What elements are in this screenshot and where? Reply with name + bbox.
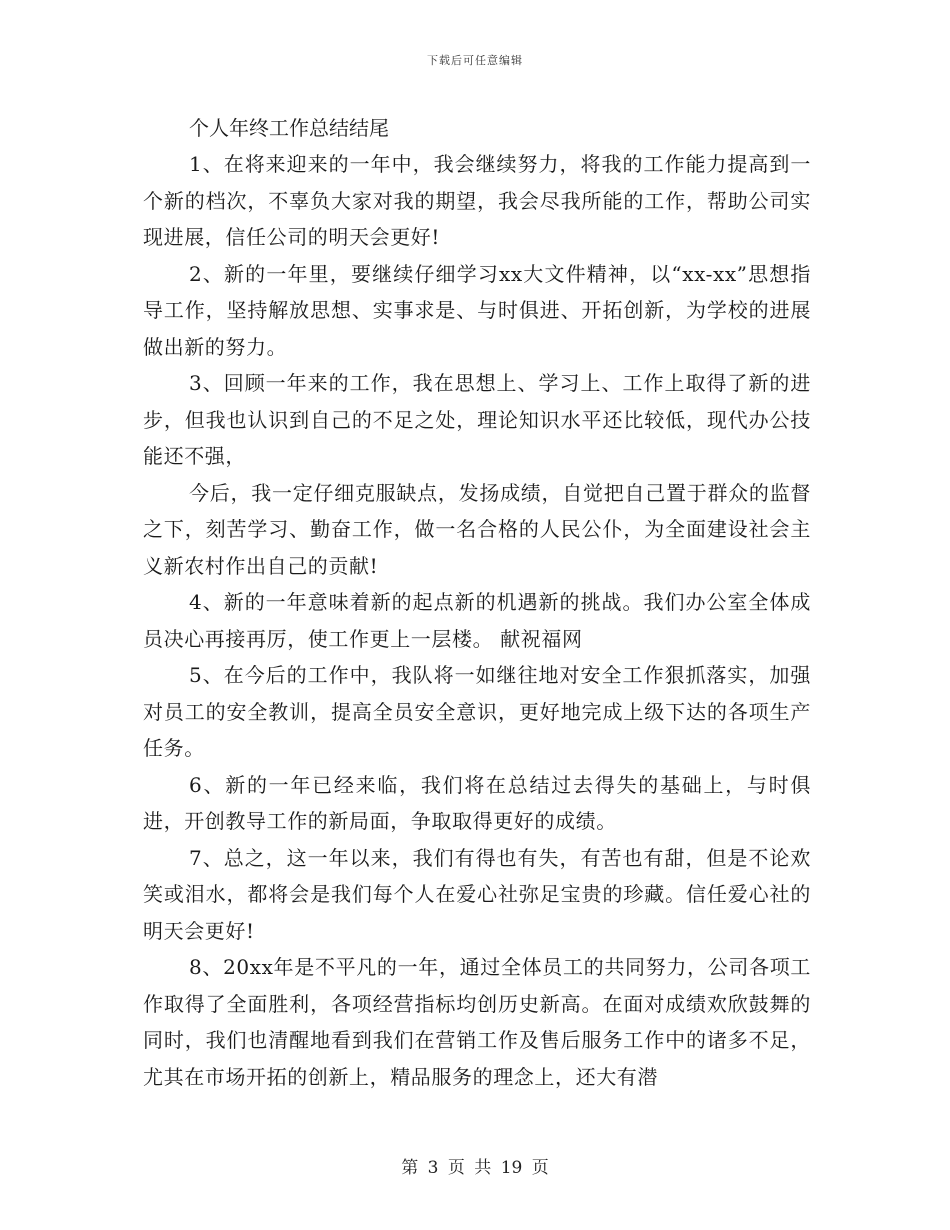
paragraph-4: 4、新的一年意味着新的起点新的机遇新的挑战。我们办公室全体成员决心再接再厉，使工作更上一层楼。 献祝福网: [143, 590, 811, 651]
paragraph-3: 3、回顾一年来的工作，我在思想上、学习上、工作上取得了新的进步，但我也认识到自己的不足之处，理论知识水平还比较低，现代办公技能还不强，: [143, 371, 811, 468]
paragraph-6: 6、新的一年已经来临，我们将在总结过去得失的基础上，与时俱进，开创教导工作的新局面，争取取得更好的成绩。: [143, 772, 811, 833]
paragraph-8: 8、20xx年是不平凡的一年，通过全体员工的共同努力，公司各项工作取得了全面胜利，各项经营指标均创历史新高。在面对成绩欢欣鼓舞的同时，我们也清醒地看到我们在营销工作及售后服务工作中的诸多不足，尤其在市场开拓的创新上，精品服务的理念上，还大有潜: [143, 955, 811, 1089]
paragraph-2: 2、新的一年里，要继续仔细学习xx大文件精神，以“xx-xx”思想指导工作，坚持解放思想、实事求是、与时俱进、开拓创新，为学校的进展做出新的努力。: [143, 261, 811, 359]
paragraph-1: 1、在将来迎来的一年中，我会继续努力，将我的工作能力提高到一个新的档次，不辜负大家对我的期望，我会尽我所能的工作，帮助公司实现进展，信任公司的明天会更好!: [143, 152, 811, 249]
paragraph-7: 7、总之，这一年以来，我们有得也有失，有苦也有甜，但是不论欢笑或泪水，都将会是我们每个人在爱心社弥足宝贵的珍藏。信任爱心社的明天会更好!: [143, 845, 811, 943]
paragraph-5: 5、在今后的工作中，我队将一如继往地对安全工作狠抓落实，加强对员工的安全教训，提高全员安全意识，更好地完成上级下达的各项生产任务。: [143, 663, 811, 760]
paragraph-3-continued: 今后，我一定仔细克服缺点，发扬成绩，自觉把自己置于群众的监督之下，刻苦学习、勤奋工作，做一名合格的人民公仆，为全面建设社会主义新农村作出自己的贡献!: [143, 480, 811, 578]
page-number-footer: 第 3 页 共 19 页: [401, 1158, 549, 1178]
document-body: [143, 110, 811, 1095]
document-title: 个人年终工作总结结尾: [189, 116, 389, 140]
page-header-note: 下载后可任意编辑: [427, 54, 523, 67]
